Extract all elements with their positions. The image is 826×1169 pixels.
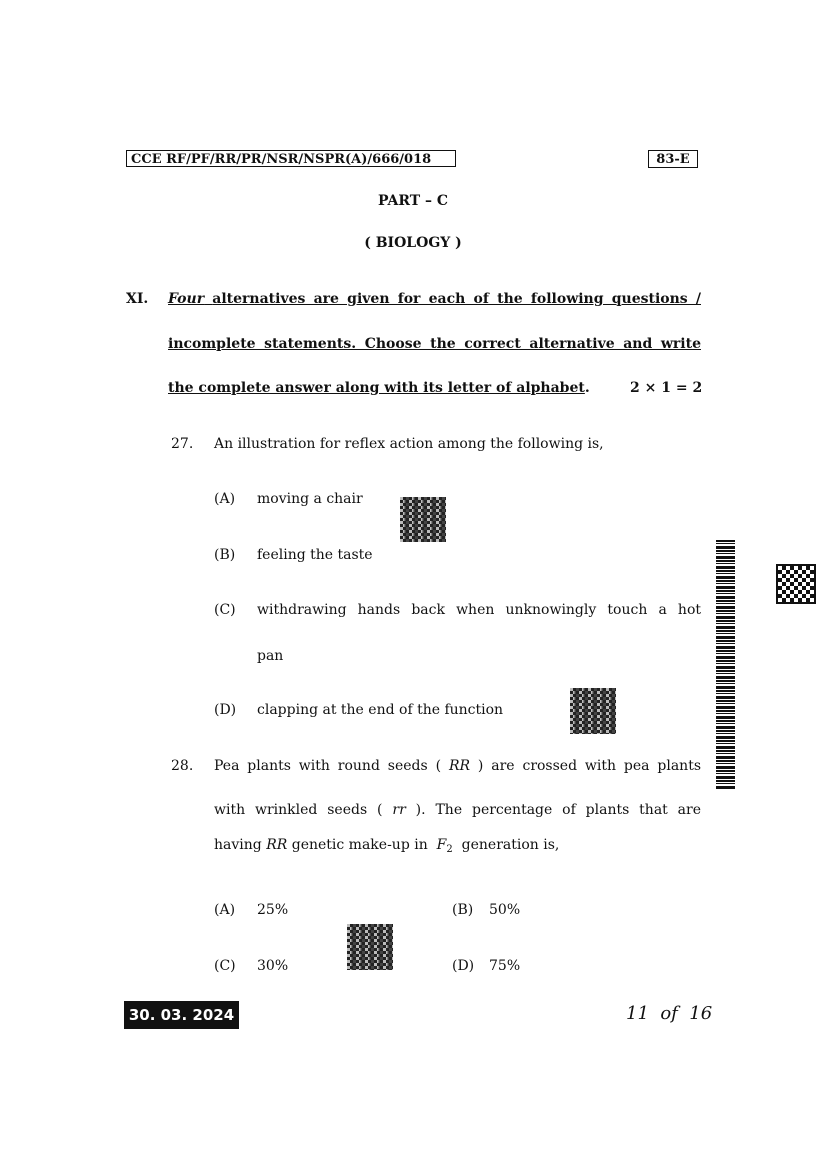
option-text: feeling the taste: [257, 547, 373, 563]
option-letter: (B): [214, 547, 236, 563]
paper-code: 83-E: [648, 150, 698, 168]
instruction-emphasis: Four: [168, 291, 205, 307]
part-heading: PART – C: [377, 193, 449, 209]
instruction-line-2: incomplete statements. Choose the correct alternative and write: [168, 336, 701, 352]
option-letter: (C): [214, 602, 236, 618]
question-number: 27.: [171, 436, 194, 452]
q28-text-e: having: [214, 837, 262, 853]
option-text: clapping at the end of the function: [257, 702, 504, 718]
option-text: 50%: [489, 902, 521, 918]
question-text-line-3: [214, 837, 559, 855]
q28-text-d: ). The percentage of plants that are: [415, 802, 701, 818]
genotype-RR: RR: [266, 837, 288, 853]
q28-text-g: generation is,: [461, 837, 560, 853]
subject-heading: ( BIOLOGY ): [364, 235, 462, 251]
option-letter: (D): [452, 958, 475, 974]
option-text: 30%: [257, 958, 289, 974]
generation-subscript: 2: [446, 844, 453, 855]
option-letter: (D): [214, 702, 237, 718]
section-number: XI.: [126, 291, 149, 307]
option-text-continued: pan: [257, 648, 284, 664]
option-letter: (B): [452, 902, 474, 918]
instruction-line-1-text: alternatives are given for each of the following questions /: [212, 291, 701, 307]
option-text: 25%: [257, 902, 289, 918]
option-letter: (A): [214, 902, 236, 918]
instruction-line-3-text: the complete answer along with its letter of alphabet: [168, 380, 585, 396]
qr-code-icon: [776, 564, 816, 604]
question-text-line-2: [214, 802, 701, 818]
q28-text-f: genetic make-up in: [291, 837, 428, 853]
question-text: An illustration for reflex action among the following is,: [214, 436, 604, 452]
instruction-period: .: [584, 380, 590, 396]
option-text: 75%: [489, 958, 521, 974]
page-number: 11 of 16: [626, 1003, 713, 1024]
question-number: 28.: [171, 758, 194, 774]
instruction-line-3: [168, 380, 590, 396]
genotype-RR: RR: [448, 758, 471, 774]
instruction-line-1: [168, 291, 701, 307]
option-text: withdrawing hands back when unknowingly touch a hot: [257, 602, 701, 618]
q28-text-a: Pea plants with round seeds (: [214, 758, 442, 774]
exam-date: 30. 03. 2024: [124, 1001, 239, 1029]
section-marks: 2 × 1 = 2: [630, 380, 703, 396]
barcode-icon: [716, 540, 735, 790]
qr-code-icon: [570, 688, 616, 734]
option-letter: (A): [214, 491, 236, 507]
qr-code-icon: [347, 924, 393, 970]
option-letter: (C): [214, 958, 236, 974]
genotype-rr: rr: [392, 802, 406, 818]
q28-text-c: with wrinkled seeds (: [214, 802, 383, 818]
q28-text-b: ) are crossed with pea plants: [477, 758, 702, 774]
generation-F: F: [436, 837, 447, 853]
exam-code: CCE RF/PF/RR/PR/NSR/NSPR(A)/666/018: [126, 150, 456, 167]
qr-code-icon: [400, 497, 446, 542]
question-text-line-1: [214, 758, 701, 774]
option-text: moving a chair: [257, 491, 363, 507]
